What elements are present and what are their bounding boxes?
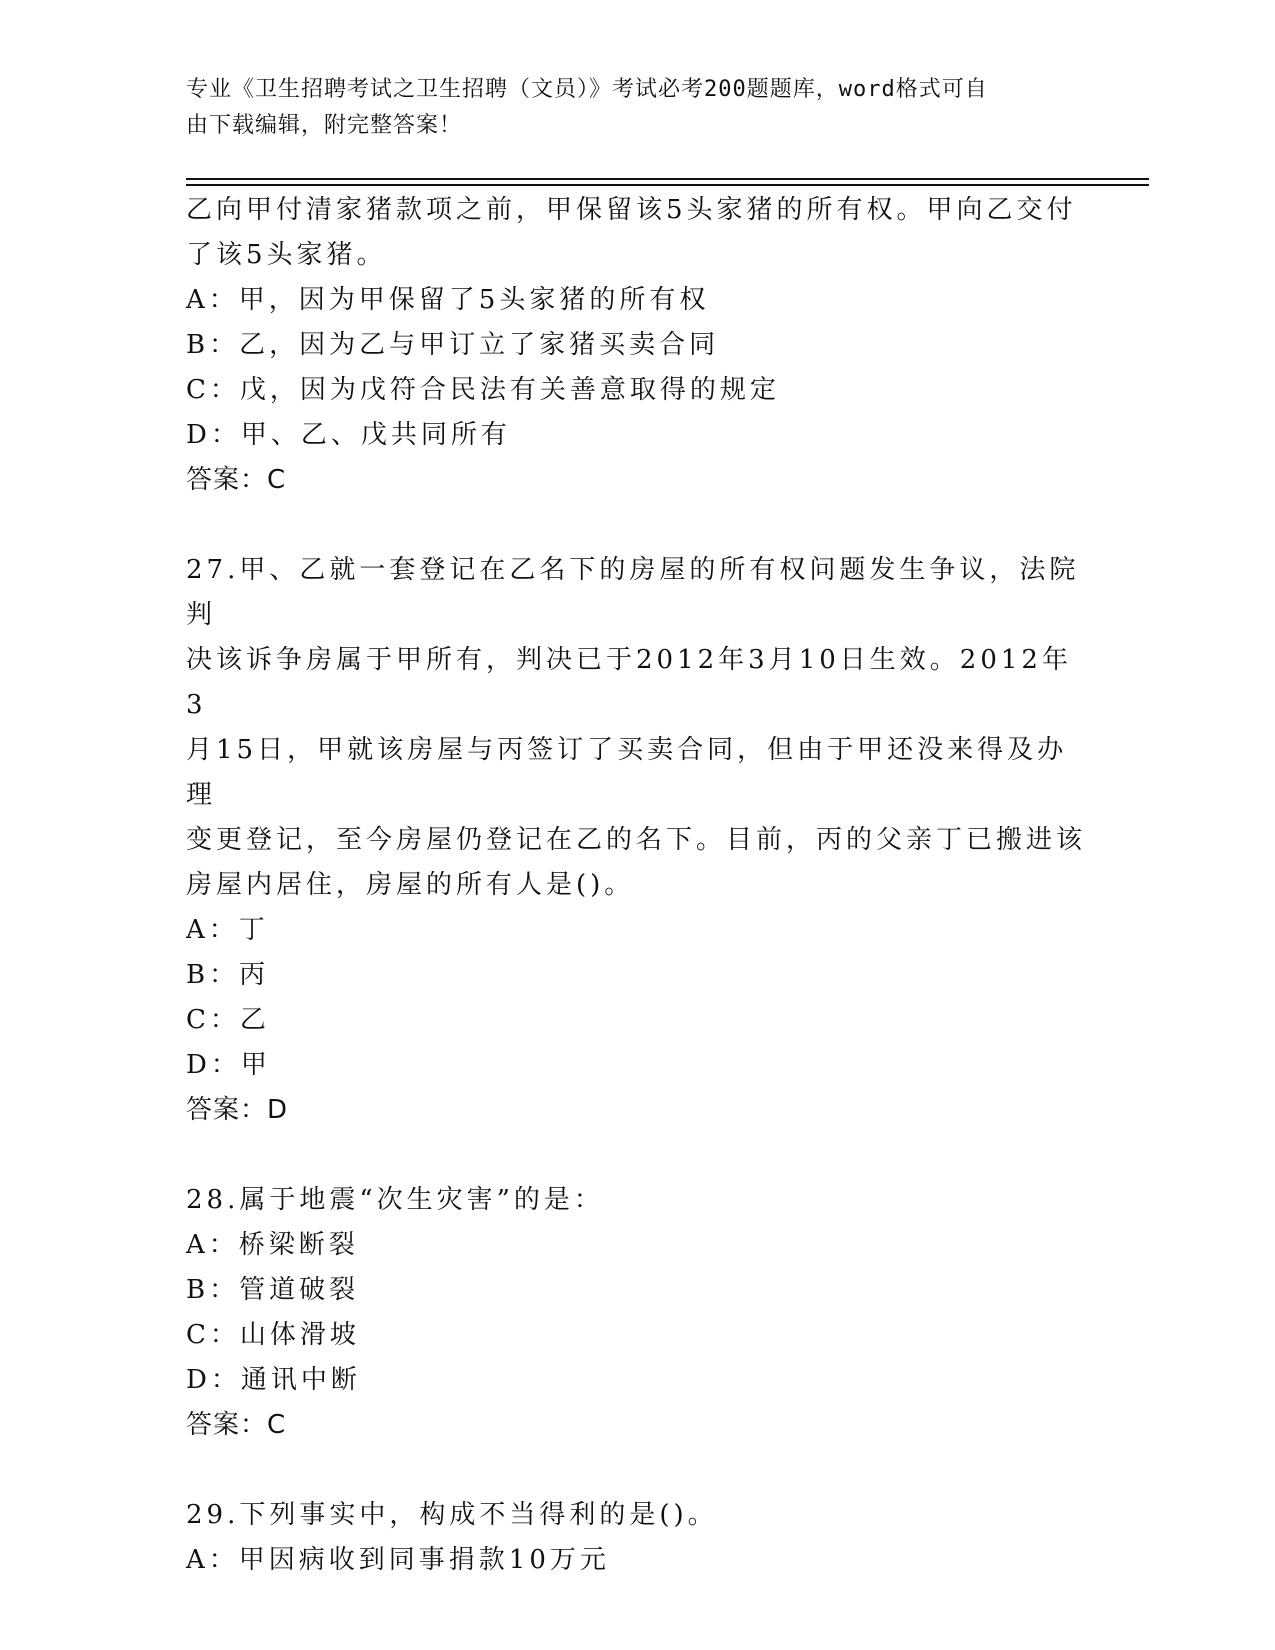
option-b: B：乙，因为乙与甲订立了家猪买卖合同: [186, 330, 720, 360]
answer-line: 答案：C: [186, 1410, 287, 1440]
option-c: C：戊，因为戊符合民法有关善意取得的规定: [186, 375, 780, 405]
option-b: B：管道破裂: [186, 1275, 360, 1305]
spacer: [186, 1133, 1086, 1178]
question-stem-line: 乙向甲付清家猪款项之前，甲保留该5头家猪的所有权。甲向乙交付: [186, 195, 1077, 225]
question-27: [186, 548, 1086, 1133]
document-body: [186, 188, 1086, 1583]
question-stem-line: 变更登记，至今房屋仍登记在乙的名下。目前，丙的父亲丁已搬进该: [186, 825, 1087, 855]
option-d: D：甲: [186, 1050, 271, 1080]
header-divider-bottom: [186, 184, 1149, 186]
question-29: [186, 1493, 1086, 1583]
question-28: [186, 1178, 1086, 1448]
option-d: D：通讯中断: [186, 1365, 361, 1395]
question-stem-line: 28.属于地震“次生灾害”的是：: [186, 1185, 604, 1215]
spacer: [186, 503, 1086, 548]
question-stem-line: 29.下列事实中，构成不当得利的是()。: [186, 1500, 718, 1530]
question-stem-line: 房屋内居住，房屋的所有人是()。: [186, 870, 635, 900]
option-a: A：甲，因为甲保留了5头家猪的所有权: [186, 285, 710, 315]
question-stem-line: 决该诉争房属于甲所有，判决已于2012年3月10日生效。2012年3: [186, 645, 1072, 720]
question-stem-line: 27.甲、乙就一套登记在乙名下的房屋的所有权问题发生争议，法院判: [186, 555, 1080, 630]
header-line-1: 专业《卫生招聘考试之卫生招聘（文员）》考试必考200题题库，word格式可自: [186, 77, 988, 102]
question-stem-line: 月15日，甲就该房屋与丙签订了买卖合同，但由于甲还没来得及办理: [186, 735, 1068, 810]
question-26: [186, 188, 1086, 503]
header-divider-top: [186, 178, 1149, 180]
answer-line: 答案：D: [186, 1095, 289, 1125]
question-stem-line: 了该5头家猪。: [186, 240, 387, 270]
option-c: C：山体滑坡: [186, 1320, 360, 1350]
spacer: [186, 1448, 1086, 1493]
option-a: A：桥梁断裂: [186, 1230, 359, 1260]
option-a: A：甲因病收到同事捐款10万元: [186, 1545, 610, 1575]
option-b: B：丙: [186, 960, 270, 990]
option-c: C：乙: [186, 1005, 270, 1035]
option-a: A：丁: [186, 915, 269, 945]
answer-line: 答案：C: [186, 465, 287, 495]
header-line-2: 由下载编辑，附完整答案！: [186, 113, 463, 138]
document-header: [186, 72, 1076, 144]
option-d: D：甲、乙、戊共同所有: [186, 420, 511, 450]
